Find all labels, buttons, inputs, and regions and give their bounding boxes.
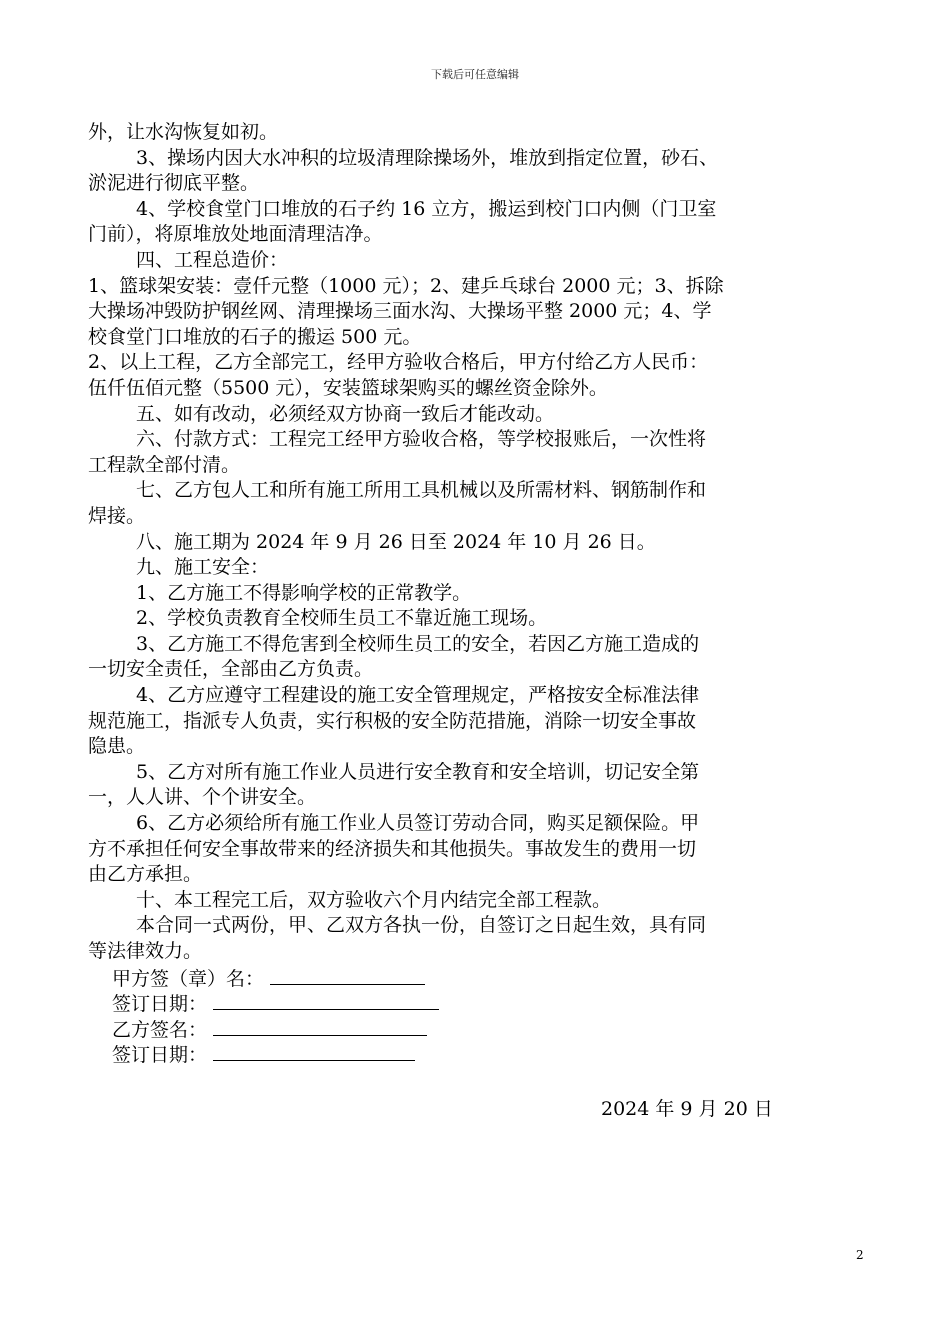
document-body bbox=[88, 120, 868, 1067]
text-line: 七、乙方包人工和所有施工所用工具机械以及所需材料、钢筋制作和 bbox=[136, 479, 707, 502]
page-header: 下载后可任意编辑 bbox=[431, 68, 519, 81]
text-line: 焊接。 bbox=[88, 504, 146, 527]
text-line: 2、以上工程，乙方全部完工，经甲方验收合格后，甲方付给乙方人民币： bbox=[88, 351, 709, 374]
text-line: 八、施工期为 2024 年 9 月 26 日至 2024 年 10 月 26 日。 bbox=[136, 530, 656, 553]
text-line: 淤泥进行彻底平整。 bbox=[88, 172, 260, 195]
text-line: 外，让水沟恢复如初。 bbox=[88, 121, 279, 143]
text-line: 校食堂门口堆放的石子的搬运 500 元。 bbox=[88, 325, 422, 348]
party-a-signature-row bbox=[88, 965, 868, 991]
party-a-date-label: 签订日期： bbox=[112, 993, 208, 1016]
text-line: 5、乙方对所有施工作业人员进行安全教育和安全培训，切记安全第 bbox=[136, 760, 700, 783]
text-line: 十、本工程完工后，双方验收六个月内结完全部工程款。 bbox=[136, 888, 612, 911]
text-line: 4、乙方应遵守工程建设的施工安全管理规定，严格按安全标准法律 bbox=[136, 684, 700, 707]
contract-paragraphs bbox=[88, 120, 868, 965]
text-line: 规范施工，指派专人负责，实行积极的安全防范措施，消除一切安全事故 bbox=[88, 709, 697, 732]
party-a-date-blank[interactable] bbox=[213, 990, 439, 1010]
party-b-date-row bbox=[88, 1041, 868, 1067]
text-line: 九、施工安全： bbox=[136, 556, 270, 579]
text-line: 隐患。 bbox=[88, 735, 146, 758]
party-a-date-row bbox=[88, 990, 868, 1016]
contract-date: 2024 年 9 月 20 日 bbox=[601, 1098, 773, 1120]
party-b-signature-blank[interactable] bbox=[213, 1016, 427, 1036]
party-b-signature-label: 乙方签名： bbox=[112, 1018, 208, 1041]
text-line: 一，人人讲、个个讲安全。 bbox=[88, 786, 317, 809]
text-line: 1、篮球架安装：壹仟元整（1000 元）；2、建乒乓球台 2000 元；3、拆除 bbox=[88, 274, 724, 297]
text-line: 大操场冲毁防护钢丝网、清理操场三面水沟、大操场平整 2000 元；4、学 bbox=[88, 300, 712, 323]
text-line: 6、乙方必须给所有施工作业人员签订劳动合同，购买足额保险。甲 bbox=[136, 812, 700, 835]
text-line: 门前），将原堆放处地面清理洁净。 bbox=[88, 223, 383, 246]
text-line: 4、学校食堂门口堆放的石子约 16 立方，搬运到校门口内侧（门卫室 bbox=[136, 197, 717, 220]
party-b-signature-row bbox=[88, 1016, 868, 1042]
text-line: 四、工程总造价： bbox=[136, 248, 289, 271]
text-line: 一切安全责任，全部由乙方负责。 bbox=[88, 658, 374, 681]
text-line: 方不承担任何安全事故带来的经济损失和其他损失。事故发生的费用一切 bbox=[88, 837, 697, 860]
text-line: 等法律效力。 bbox=[88, 940, 203, 962]
party-a-signature-label: 甲方签（章）名： bbox=[112, 967, 265, 990]
text-line: 伍仟伍佰元整（5500 元），安装篮球架购买的螺丝资金除外。 bbox=[88, 376, 608, 399]
page-number: 2 bbox=[856, 1248, 864, 1262]
text-line: 1、乙方施工不得影响学校的正常教学。 bbox=[136, 581, 472, 604]
text-line: 3、操场内因大水冲积的垃圾清理除操场外，堆放到指定位置，砂石、 bbox=[136, 146, 719, 169]
text-line: 五、如有改动，必须经双方协商一致后才能改动。 bbox=[136, 402, 555, 425]
text-line: 3、乙方施工不得危害到全校师生员工的安全，若因乙方施工造成的 bbox=[136, 632, 700, 655]
party-a-signature-blank[interactable] bbox=[270, 965, 425, 985]
text-line: 2、学校负责教育全校师生员工不靠近施工现场。 bbox=[136, 607, 548, 630]
text-line: 本合同一式两份，甲、乙双方各执一份，自签订之日起生效，具有同 bbox=[136, 914, 707, 937]
party-b-date-blank[interactable] bbox=[213, 1041, 415, 1061]
text-line: 工程款全部付清。 bbox=[88, 453, 241, 476]
party-b-date-label: 签订日期： bbox=[112, 1044, 208, 1067]
text-line: 由乙方承担。 bbox=[88, 863, 203, 886]
text-line: 六、付款方式：工程完工经甲方验收合格，等学校报账后，一次性将 bbox=[136, 428, 707, 451]
